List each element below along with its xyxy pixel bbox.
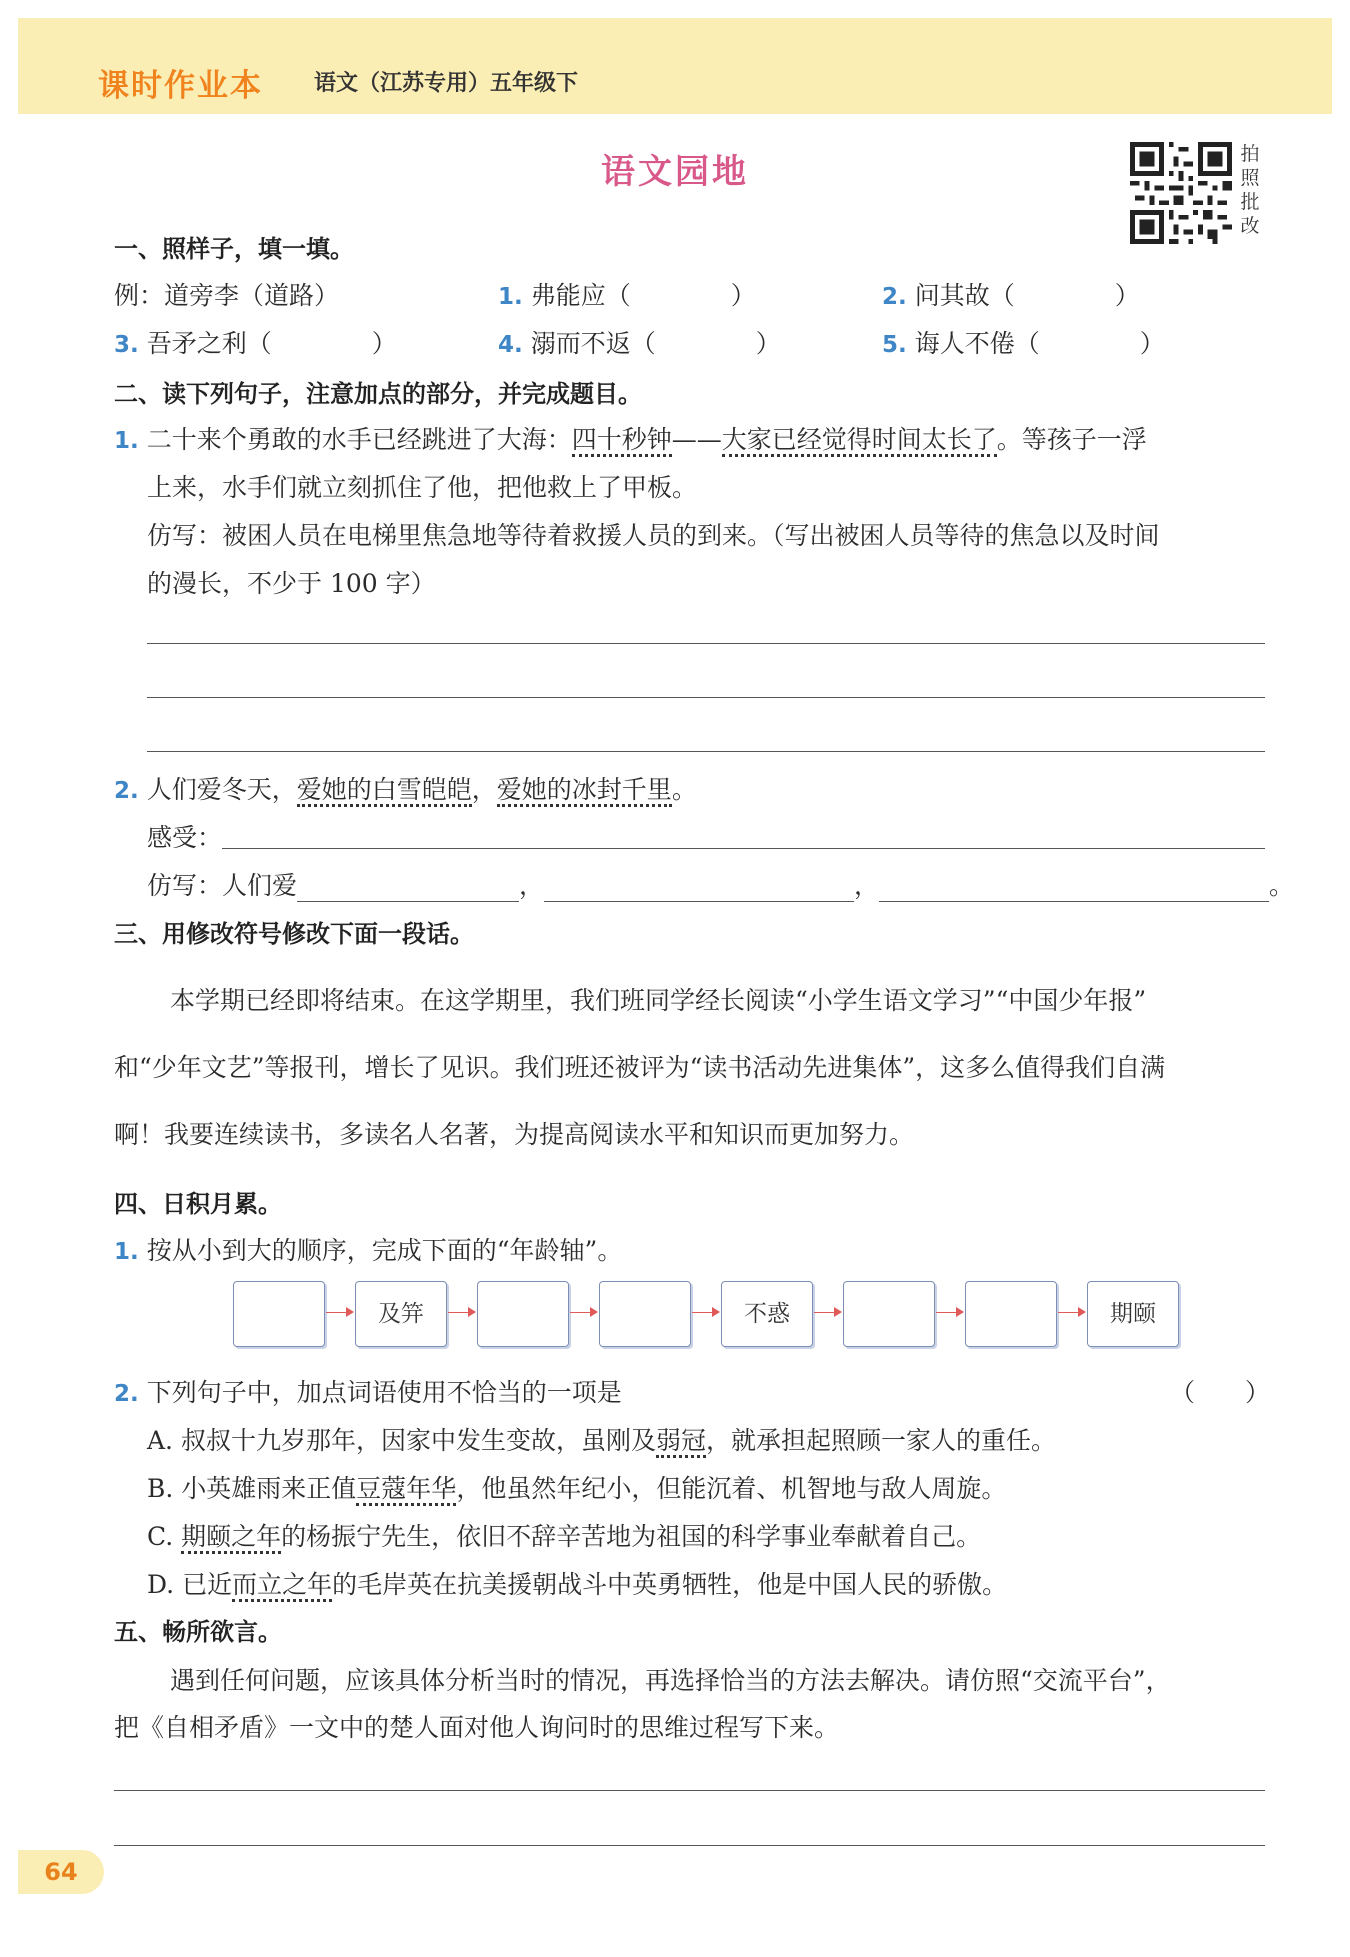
page-number: 64 — [18, 1850, 104, 1894]
answer-paren[interactable]: （ ） — [1170, 1378, 1271, 1407]
arrow-icon — [692, 1312, 718, 1313]
arrow-icon — [1058, 1312, 1084, 1313]
imitate-prompt: 仿写：被困人员在电梯里焦急地等待着救援人员的到来。（写出被困人员等待的焦急以及时间 — [147, 521, 1160, 550]
age-box-3[interactable] — [477, 1281, 569, 1347]
age-box-2[interactable]: 及笄 — [355, 1281, 447, 1347]
age-box-1[interactable] — [233, 1281, 325, 1347]
age-box-4[interactable] — [599, 1281, 691, 1347]
fill-item-1: 1. 弗能应（ ） — [498, 281, 756, 310]
prompt-line-1: 遇到任何问题，应该具体分析当时的情况，再选择恰当的方法去解决。请仿照“交流平台”， — [170, 1666, 1171, 1695]
question-2-2: 2. 人们爱冬天，爱她的白雪皑皑，爱她的冰封千里。 — [114, 770, 697, 806]
question-2-1-line1: 1. 二十来个勇敢的水手已经跳进了大海：四十秒钟——大家已经觉得时间太长了。等孩子一浮 — [114, 420, 1147, 456]
question-4-2: 2. 下列句子中，加点词语使用不恰当的一项是 — [114, 1378, 622, 1407]
age-box-7[interactable] — [965, 1281, 1057, 1347]
imitate-prompt-2: 的漫长，不少于 100 字） — [147, 569, 436, 598]
section-5-heading: 五、畅所欲言。 — [114, 1618, 282, 1646]
paragraph-line-2: 和“少年文艺”等报刊，增长了见识。我们班还被评为“读书活动先进集体”，这多么值得我们自满 — [114, 1053, 1166, 1082]
section-1-heading: 一、照样子，填一填。 — [114, 235, 354, 263]
imitate-blank-1[interactable] — [297, 877, 519, 902]
subject-label: 语文（江苏专用）五年级下 — [314, 71, 579, 96]
dotted-term: 弱冠 — [656, 1426, 706, 1458]
brand-title: 课时作业本 — [98, 68, 263, 104]
dotted-term: 期颐之年 — [181, 1522, 281, 1554]
example-item: 例：道旁李（道路） — [114, 281, 340, 310]
arrow-icon — [814, 1312, 840, 1313]
arrow-icon — [936, 1312, 962, 1313]
imitate-blank-3[interactable] — [879, 877, 1269, 902]
imitate-row: 仿写：人们爱 ， ， 。 — [147, 871, 1295, 900]
dotted-phrase: 爱她的白雪皑皑 — [297, 775, 472, 807]
paragraph-line-1: 本学期已经即将结束。在这学期里，我们班同学经长阅读“小学生语文学习”“中国少年报” — [170, 986, 1147, 1015]
fill-item-4: 4. 溺而不返（ ） — [498, 329, 781, 358]
option-b[interactable]: B. 小英雄雨来正值豆蔻年华，他虽然年纪小，但能沉着、机智地与敌人周旋。 — [147, 1469, 1006, 1505]
option-a[interactable]: A. 叔叔十九岁那年，因家中发生变故，虽刚及弱冠，就承担起照顾一家人的重任。 — [147, 1421, 1056, 1457]
feel-answer-line[interactable] — [222, 848, 1265, 849]
arrow-icon — [570, 1312, 596, 1313]
answer-line[interactable] — [114, 1790, 1265, 1791]
dotted-phrase: 四十秒钟 — [572, 425, 672, 457]
age-box-6[interactable] — [843, 1281, 935, 1347]
section-2-heading: 二、读下列句子，注意加点的部分，并完成题目。 — [114, 380, 642, 408]
fill-item-2: 2. 问其故（ ） — [882, 281, 1140, 310]
qr-label: 拍 照 批 改 — [1240, 143, 1260, 237]
arrow-icon — [448, 1312, 474, 1313]
fill-item-5: 5. 诲人不倦（ ） — [882, 329, 1165, 358]
answer-line[interactable] — [114, 1845, 1265, 1846]
feel-label: 感受： — [147, 823, 223, 852]
example-idiom: 道旁李 — [164, 281, 240, 310]
page-title: 语文园地 — [601, 152, 749, 192]
age-box-8[interactable]: 期颐 — [1087, 1281, 1179, 1347]
age-box-5[interactable]: 不惑 — [721, 1281, 813, 1347]
dotted-term: 而立之年 — [232, 1570, 332, 1602]
dotted-phrase: 大家已经觉得时间太长了 — [722, 425, 997, 457]
paragraph-line-3: 啊！我要连续读书，多读名人名著，为提高阅读水平和知识而更加努力。 — [114, 1120, 915, 1149]
option-d[interactable]: D. 已近而立之年的毛岸英在抗美援朝战斗中英勇牺牲，他是中国人民的骄傲。 — [147, 1565, 1007, 1601]
arrow-icon — [326, 1312, 352, 1313]
question-4-1: 1. 按从小到大的顺序，完成下面的“年龄轴”。 — [114, 1236, 623, 1265]
prompt-line-2: 把《自相矛盾》一文中的楚人面对他人询问时的思维过程写下来。 — [114, 1713, 840, 1742]
answer-line[interactable] — [147, 643, 1265, 644]
question-2-1-line2: 上来，水手们就立刻抓住了他，把他救上了甲板。 — [147, 473, 698, 502]
section-4-heading: 四、日积月累。 — [114, 1190, 282, 1218]
section-3-heading: 三、用修改符号修改下面一段话。 — [114, 920, 474, 948]
fill-item-3: 3. 吾矛之利（ ） — [114, 329, 397, 358]
qr-code-icon[interactable] — [1130, 142, 1232, 244]
imitate-blank-2[interactable] — [544, 877, 854, 902]
answer-line[interactable] — [147, 697, 1265, 698]
option-c[interactable]: C. 期颐之年的杨振宁先生，依旧不辞辛苦地为祖国的科学事业奉献着自己。 — [147, 1517, 981, 1553]
dotted-term: 豆蔻年华 — [356, 1474, 456, 1506]
answer-line[interactable] — [147, 751, 1265, 752]
dotted-phrase: 爱她的冰封千里 — [497, 775, 672, 807]
